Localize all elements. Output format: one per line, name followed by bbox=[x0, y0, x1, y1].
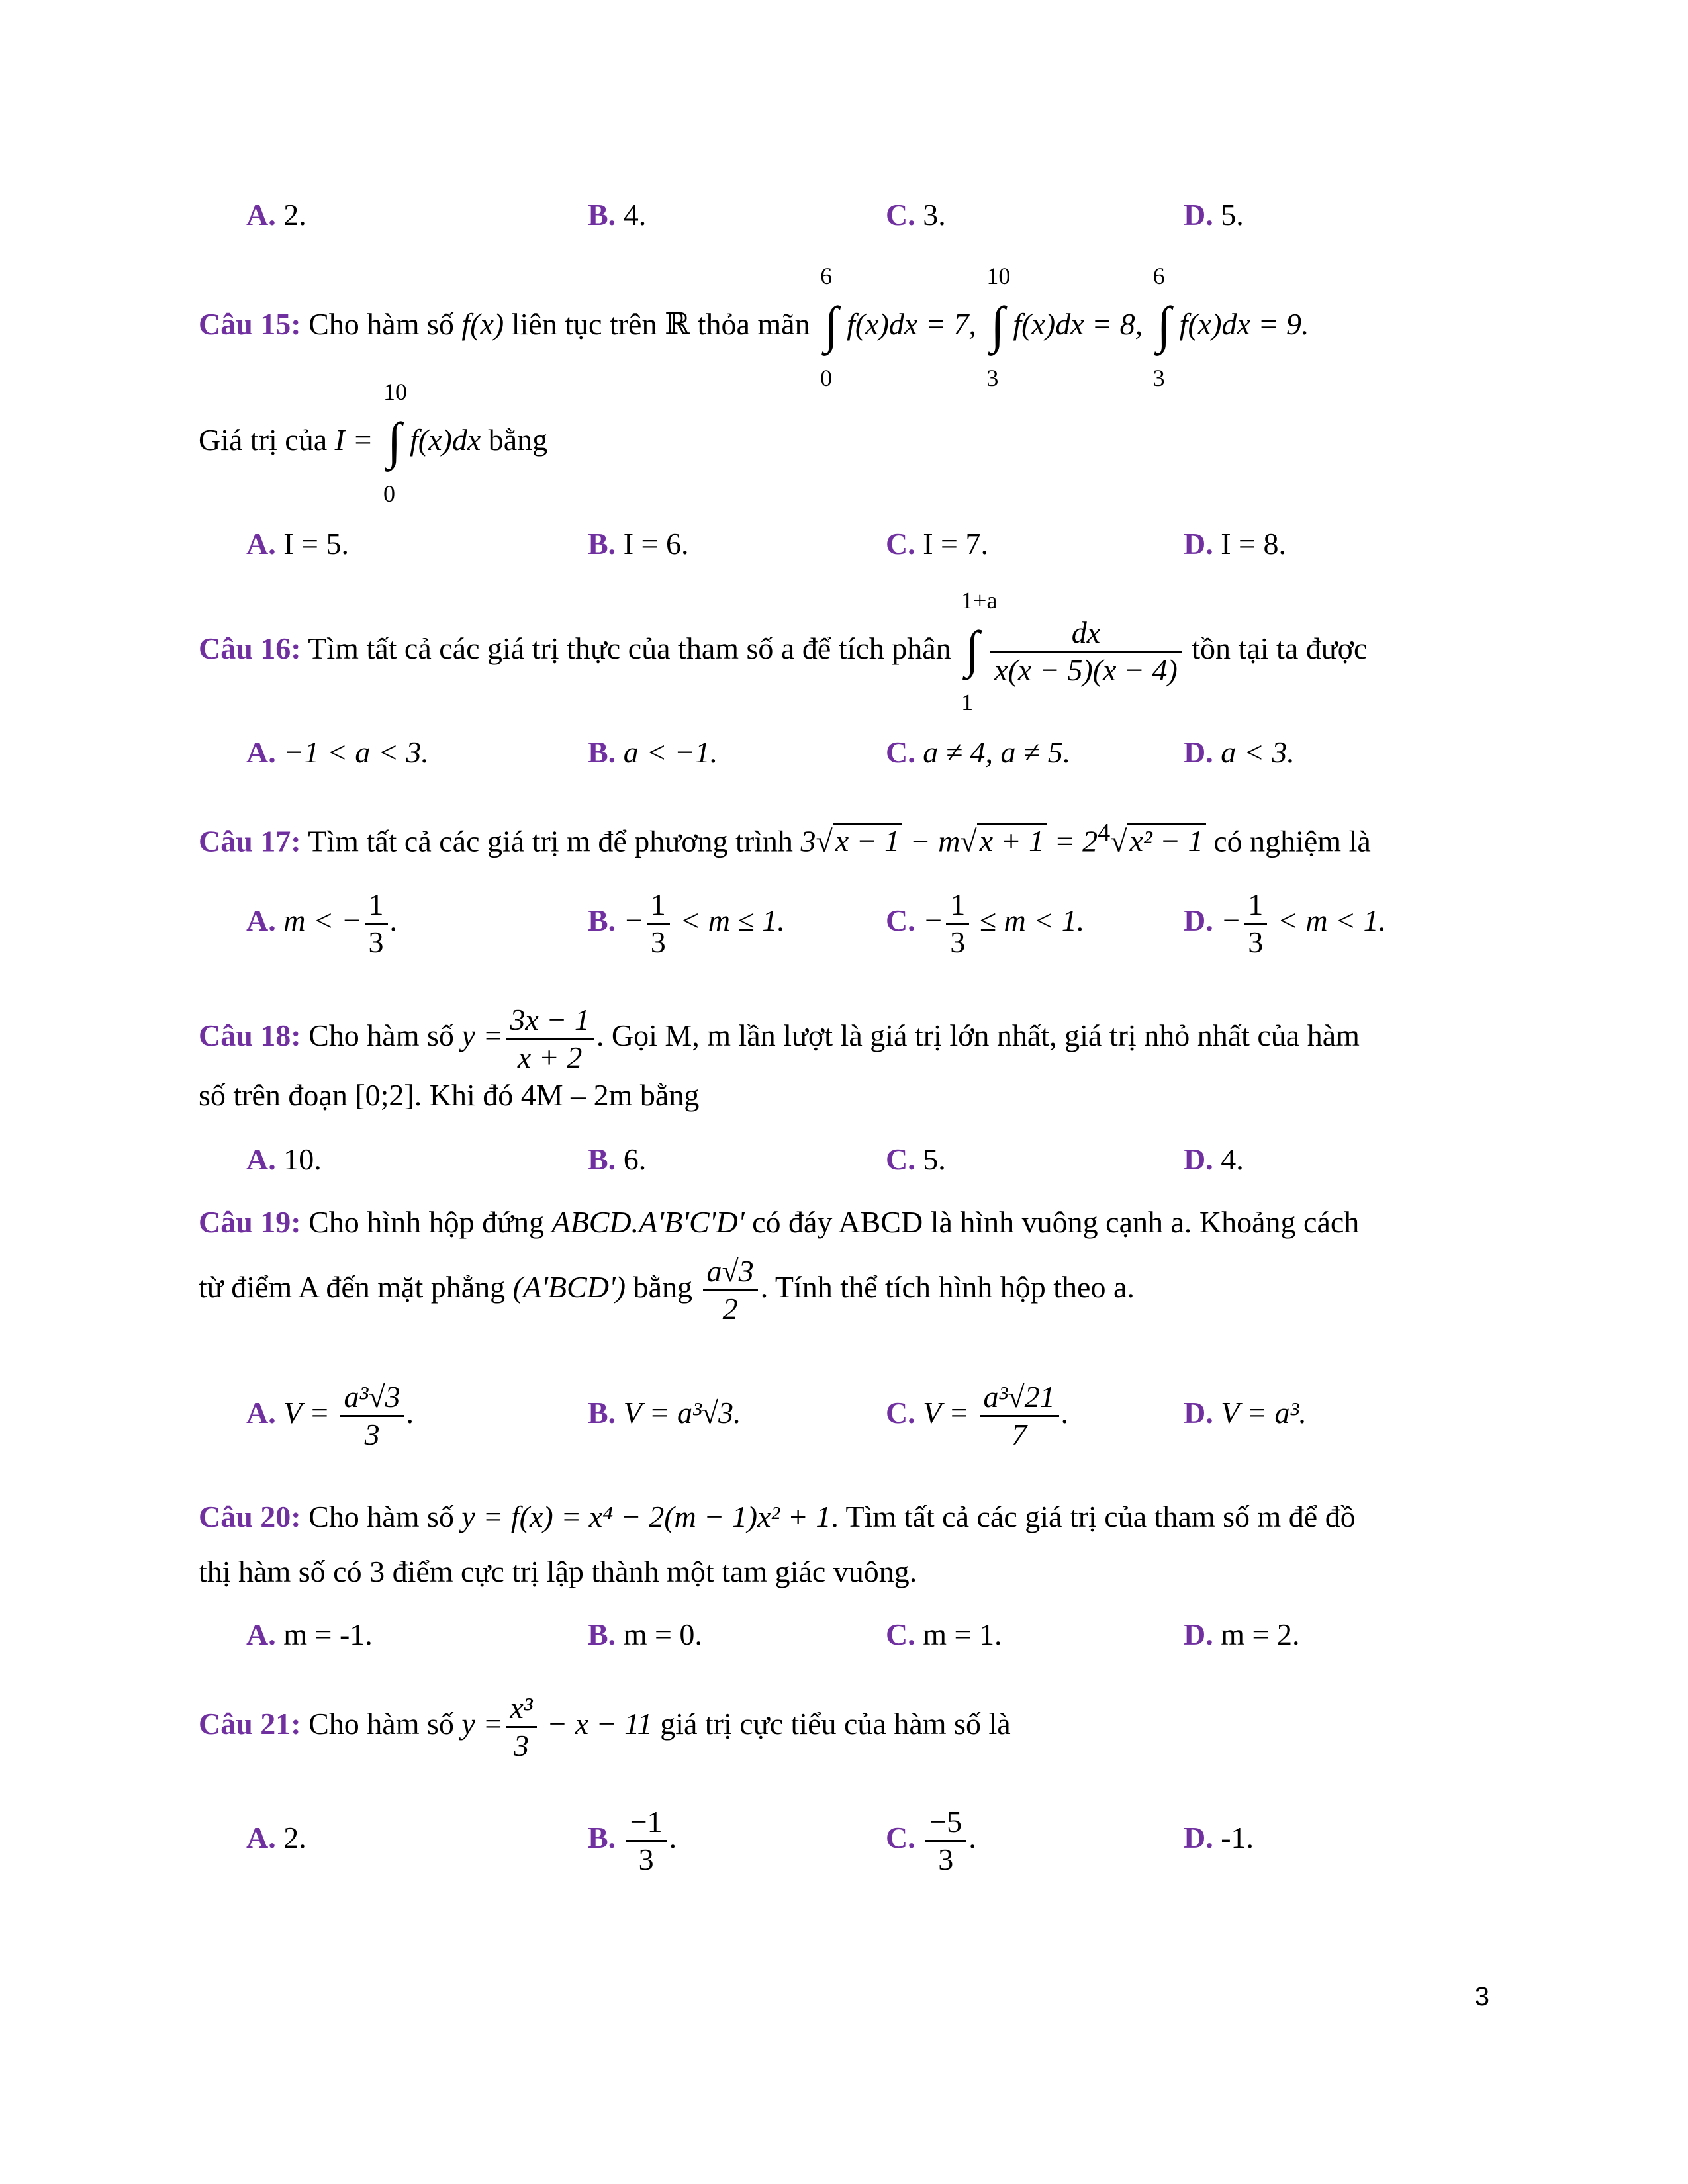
q16-integral: 1+a ∫ 1 bbox=[961, 587, 998, 716]
q17-title: Câu 17: bbox=[199, 824, 301, 858]
q15-option-d[interactable]: D. I = 8. bbox=[1184, 527, 1286, 561]
q21-option-b[interactable]: B. $\frac{-1}{3}$ . bbox=[588, 1804, 677, 1876]
q18-option-b[interactable]: B. 6. bbox=[588, 1142, 647, 1176]
q21-option-a[interactable]: A. 2. bbox=[246, 1821, 306, 1854]
q15-integral-3: 6 ∫ 3 bbox=[1152, 263, 1172, 392]
q21-title: Câu 21: bbox=[199, 1707, 301, 1741]
q20-option-d[interactable]: D. m = 2. bbox=[1184, 1617, 1300, 1651]
q15-integral-4: 10 ∫ 0 bbox=[383, 379, 407, 508]
q21-option-d[interactable]: D. -1. bbox=[1184, 1821, 1254, 1854]
q18-option-c[interactable]: C. 5. bbox=[886, 1142, 946, 1176]
q14-option-a[interactable]: A. 2. bbox=[246, 198, 306, 232]
q19-option-d[interactable]: D. V = a³. bbox=[1184, 1396, 1307, 1430]
q20-option-a[interactable]: A. m = -1. bbox=[246, 1617, 373, 1651]
q17-option-b[interactable]: B. − $\frac{1}{3}$ < m ≤ 1. bbox=[588, 887, 785, 959]
q18-option-d[interactable]: D. 4. bbox=[1184, 1142, 1244, 1176]
q16-option-c[interactable]: C. a ≠ 4, a ≠ 5. bbox=[886, 735, 1071, 769]
q19-statement: Câu 19: Cho hình hộp đứng ABCD.A'B'C'D' có đáy ABCD là hình vuông cạnh a. Khoảng cách bbox=[199, 1205, 1360, 1239]
q15-integral-1: 6 ∫ 0 bbox=[820, 263, 839, 392]
q16-title: Câu 16: bbox=[199, 631, 301, 665]
q19-option-a[interactable]: A. V = $\frac{\text{a³√3}}{3}$ . bbox=[246, 1379, 415, 1451]
q20-title: Câu 20: bbox=[199, 1500, 301, 1533]
q14-option-d[interactable]: D. 5. bbox=[1184, 198, 1244, 232]
q15-statement: Câu 15: Cho hàm số f(x) liên tục trên ℝ thỏa mãn 6 ∫ 0 f(x)dx = 7, 10 ∫ 3 f(x)dx = 8, 6 ∫ 3 f(x)dx = 9. bbox=[199, 263, 1309, 392]
q15-integral-2: 10 ∫ 3 bbox=[986, 263, 1011, 392]
q17-option-d[interactable]: D. − $\frac{1}{3}$ < m < 1. bbox=[1184, 887, 1387, 959]
q20-statement-cont: thị hàm số có 3 điểm cực trị lập thành một tam giác vuông. bbox=[199, 1555, 917, 1588]
q16-option-d[interactable]: D. a < 3. bbox=[1184, 735, 1295, 769]
q21-statement: Câu 21: Cho hàm số y = $\frac{\text{x³}}{3}$ − x − 11 giá trị cực tiểu của hàm số là bbox=[199, 1690, 1011, 1762]
q16-fraction: $\frac{dx}{x(x - 5)(x - 4)}$ bbox=[990, 615, 1182, 688]
q15-title: Câu 15: bbox=[199, 307, 301, 341]
q14-option-b[interactable]: B. 4. bbox=[588, 198, 647, 232]
q15-option-c[interactable]: C. I = 7. bbox=[886, 527, 988, 561]
q15-option-a[interactable]: A. I = 5. bbox=[246, 527, 349, 561]
q18-option-a[interactable]: A. 10. bbox=[246, 1142, 322, 1176]
q20-option-c[interactable]: C. m = 1. bbox=[886, 1617, 1002, 1651]
q16-statement: Câu 16: Tìm tất cả các giá trị thực của tham số a để tích phân 1+a ∫ 1 $\frac{dx}{x(x - 5)(x - 4)}$ tồn tại ta được bbox=[199, 587, 1368, 716]
q17-option-c[interactable]: C. − $\frac{1}{3}$ ≤ m < 1. bbox=[886, 887, 1085, 959]
q20-option-b[interactable]: B. m = 0. bbox=[588, 1617, 702, 1651]
q19-statement-cont: từ điểm A đến mặt phẳng (A'BCD') bằng $\frac{a√3}{2}$ . Tính thể tích hình hộp theo a. bbox=[199, 1253, 1135, 1326]
q14-option-c[interactable]: C. 3. bbox=[886, 198, 946, 232]
q16-option-a[interactable]: A. −1 < a < 3. bbox=[246, 735, 429, 769]
q21-option-c[interactable]: C. $\frac{-5}{3}$ . bbox=[886, 1804, 976, 1876]
q19-title: Câu 19: bbox=[199, 1205, 301, 1239]
q16-option-b[interactable]: B. a < −1. bbox=[588, 735, 718, 769]
q18-statement-cont: số trên đoạn [0;2]. Khi đó 4M – 2m bằng bbox=[199, 1078, 700, 1112]
q18-title: Câu 18: bbox=[199, 1019, 301, 1052]
q19-option-c[interactable]: C. V = $\frac{\text{a³√21}}{7}$ . bbox=[886, 1379, 1070, 1451]
q18-statement: Câu 18: Cho hàm số y = $\frac{3x - 1}{x + 2}$ . Gọi M, m lần lượt là giá trị lớn nhất, giá trị nhỏ nhất của hàm bbox=[199, 1002, 1360, 1074]
q17-option-a[interactable]: A. m < − $\frac{1}{3}$ . bbox=[246, 887, 399, 959]
q15-option-b[interactable]: B. I = 6. bbox=[588, 527, 689, 561]
q20-statement: Câu 20: Cho hàm số y = f(x) = x⁴ − 2(m − 1)x² + 1. Tìm tất cả các giá trị của tham số m để đồ bbox=[199, 1500, 1356, 1533]
q17-statement: Câu 17: Tìm tất cả các giá trị m để phương trình $3√x - 1 - m√x + 1 = 2^4√x^2 - 1$ có nghiệm là bbox=[199, 819, 1371, 858]
q19-option-b[interactable]: B. V = a³√3. bbox=[588, 1396, 741, 1430]
page-number: 3 bbox=[1474, 1982, 1489, 2011]
q15-question: Giá trị của I = 10 ∫ 0 f(x)dx bằng bbox=[199, 379, 548, 508]
